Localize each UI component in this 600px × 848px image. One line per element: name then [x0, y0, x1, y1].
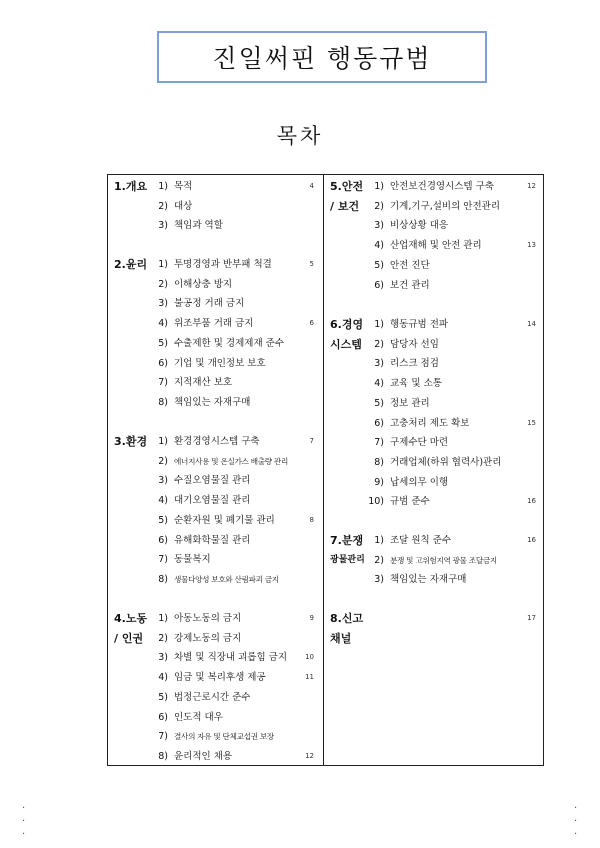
toc-entry[interactable] [368, 197, 536, 217]
section-label: 2.윤리 [114, 258, 148, 271]
entry-number: 2) [374, 200, 384, 212]
section-label: / 인권 [114, 631, 144, 645]
toc-entry[interactable] [152, 354, 314, 374]
right-margin-marks: · · · [574, 803, 578, 840]
entry-text: 이해상충 방지 [174, 278, 233, 290]
entry-number: 8) [158, 396, 168, 408]
section-label: 3.환경 [114, 435, 148, 448]
toc-entry[interactable] [152, 393, 314, 413]
entry-text: 행동규범 전파 [390, 319, 449, 330]
entry-number: 7) [158, 554, 168, 566]
entry-text: 보건 관리 [390, 279, 430, 291]
entry-text: 산업재해 및 안전 관리 [390, 240, 482, 252]
entry-page-number: 10 [305, 653, 314, 662]
left-margin-marks: · · · [22, 803, 26, 840]
entry-number: 3) [158, 220, 168, 232]
toc-entry[interactable] [152, 432, 314, 452]
entry-text: 차별 및 직장내 괴롭힘 금지 [174, 652, 288, 664]
entry-text: 고충처리 제도 확보 [390, 417, 470, 429]
entry-page-number: 5 [309, 260, 314, 268]
toc-entry[interactable] [152, 491, 314, 511]
entry-text: 환경경영시스템 구축 [174, 436, 260, 447]
toc-entry[interactable] [368, 354, 536, 374]
toc-entry[interactable] [152, 531, 314, 551]
entry-number: 3) [374, 574, 384, 586]
toc-entry[interactable] [152, 688, 314, 708]
entry-number: 4) [374, 240, 384, 252]
entry-text: 수질오염물질 관리 [174, 475, 251, 487]
toc-entry[interactable] [368, 414, 536, 434]
entry-number: 4) [374, 378, 384, 390]
entry-number: 2) [374, 554, 384, 566]
toc-entry[interactable] [152, 216, 314, 236]
entry-text: 책임있는 자재구매 [390, 574, 467, 586]
entry-page-number: 15 [527, 418, 536, 427]
entry-number: 9) [374, 476, 384, 488]
section-label: 7.분쟁 [330, 534, 364, 547]
entry-number: 6) [374, 279, 384, 291]
entry-text: 위조부품 거래 금지 [174, 318, 254, 330]
toc-entry[interactable] [152, 648, 314, 668]
entry-text: 책임과 역할 [174, 220, 223, 232]
entry-text: 대상 [174, 200, 193, 212]
entry-page-number: 7 [309, 437, 314, 445]
entry-text: 아동노동의 금지 [174, 613, 242, 624]
entry-text: 에너지사용 및 온실가스 배출량 관리 [174, 456, 288, 466]
entry-page-number: 6 [309, 319, 314, 328]
section-label: 8.신고 [330, 612, 364, 625]
entry-number: 6) [158, 534, 168, 546]
toc-entry[interactable] [152, 550, 314, 570]
entry-number: 1) [158, 436, 168, 447]
toc-entry[interactable] [368, 531, 536, 551]
toc-entry[interactable] [152, 668, 314, 688]
entry-page-number: 9 [309, 614, 314, 622]
entry-text: 책임있는 자재구매 [174, 396, 251, 408]
entry-number: 2) [158, 455, 168, 467]
entry-text: 수출제한 및 경제제재 준수 [174, 337, 285, 349]
entry-page-number: 11 [305, 673, 314, 682]
toc-entry[interactable] [152, 294, 314, 314]
toc-entry[interactable] [368, 570, 536, 590]
entry-page-number: 12 [527, 182, 536, 190]
entry-page-number: 16 [527, 536, 536, 544]
toc-entry[interactable] [152, 727, 314, 747]
entry-text: 거래업체(하위 협력사)관리 [390, 456, 502, 468]
toc-entry[interactable] [152, 471, 314, 491]
entry-number: 1) [158, 181, 168, 192]
toc-entry[interactable] [152, 275, 314, 295]
entry-number: 5) [158, 691, 168, 703]
toc-entry[interactable] [152, 570, 314, 590]
toc-entry[interactable] [152, 747, 314, 767]
toc-entry[interactable] [152, 334, 314, 354]
entry-number: 6) [158, 357, 168, 369]
entry-text: 담당자 선임 [390, 338, 439, 350]
entry-text: 결사의 자유 및 단체교섭권 보장 [174, 732, 274, 742]
entry-text: 분쟁 및 고위험지역 광물 조달금지 [390, 555, 497, 565]
toc-entry[interactable] [368, 473, 536, 493]
entry-text: 강제노동의 금지 [174, 632, 242, 644]
entry-number: 7) [158, 377, 168, 389]
entry-number: 8) [374, 456, 384, 468]
entry-text: 법정근로시간 준수 [174, 691, 251, 703]
entry-number: 7) [374, 437, 384, 449]
toc-heading: 목차 [276, 124, 324, 148]
toc-entry[interactable] [152, 629, 314, 649]
entry-number: 3) [158, 475, 168, 487]
toc-entry[interactable] [368, 276, 536, 296]
toc-entry[interactable] [152, 197, 314, 217]
entry-number: 1) [374, 181, 384, 192]
entry-text: 조달 원칙 준수 [390, 535, 452, 546]
toc-entry[interactable] [152, 255, 314, 275]
entry-text: 유해화학물질 관리 [174, 534, 251, 546]
entry-number: 2) [158, 278, 168, 290]
entry-number: 2) [158, 632, 168, 644]
entry-number: 3) [374, 220, 384, 232]
section-label: 광물관리 [330, 554, 365, 565]
entry-text: 지적재산 보호 [174, 377, 233, 389]
entry-number: 1) [374, 319, 384, 330]
entry-text: 불공정 거래 금지 [174, 298, 245, 310]
entry-number [368, 609, 384, 629]
entry-text: 정보 관리 [390, 397, 430, 409]
entry-number: 5) [374, 259, 384, 271]
entry-page-number: 14 [527, 320, 536, 328]
entry-text: 안전 진단 [390, 259, 430, 271]
entry-page-number: 17 [527, 614, 536, 622]
entry-number: 2) [158, 200, 168, 212]
entry-number: 7) [158, 731, 168, 743]
toc-entry[interactable] [368, 492, 536, 512]
section-label: 1.개요 [114, 180, 148, 193]
entry-number: 6) [374, 417, 384, 429]
entry-page-number: 13 [527, 241, 536, 250]
entry-text: 투명경영과 반부패 척결 [174, 259, 272, 270]
entry-number: 1) [374, 535, 384, 546]
entry-text: 규범 준수 [390, 496, 430, 508]
entry-number: 4) [158, 318, 168, 330]
entry-text: 임금 및 복리후생 제공 [174, 672, 266, 684]
entry-number: 5) [158, 337, 168, 349]
toc-entry[interactable] [368, 609, 536, 629]
toc-entry[interactable] [152, 511, 314, 531]
toc-entry[interactable] [368, 394, 536, 414]
entry-number: 6) [158, 711, 168, 723]
entry-text: 비상상황 대응 [390, 220, 449, 232]
entry-number: 1) [158, 613, 168, 624]
section-label: 채널 [330, 631, 352, 645]
entry-text: 순환자원 및 폐기물 관리 [174, 514, 275, 526]
entry-text: 안전보건경영시스템 구축 [390, 181, 494, 192]
toc-entry[interactable] [152, 452, 314, 472]
entry-number: 4) [158, 672, 168, 684]
column-divider [323, 175, 324, 765]
entry-page-number: 16 [527, 497, 536, 506]
toc-entry[interactable] [368, 453, 536, 473]
entry-text: 인도적 대우 [174, 711, 223, 723]
toc-entry[interactable] [368, 551, 536, 571]
toc-entry[interactable] [368, 433, 536, 453]
entry-number: 2) [374, 338, 384, 350]
toc-entry[interactable] [152, 314, 314, 334]
section-label: / 보건 [330, 199, 360, 213]
entry-number: 4) [158, 495, 168, 507]
entry-page-number: 12 [305, 751, 314, 760]
entry-text: 교육 및 소통 [390, 378, 442, 390]
entry-number: 8) [158, 573, 168, 585]
entry-number: 1) [158, 259, 168, 270]
entry-number: 3) [374, 358, 384, 370]
toc-table [107, 174, 544, 766]
entry-text: 구제수단 마련 [390, 437, 449, 449]
document-title: 진일써핀 행동규범 [157, 31, 487, 83]
toc-entry[interactable] [368, 315, 536, 335]
toc-entry[interactable] [368, 335, 536, 355]
entry-text: 대기오염물질 관리 [174, 495, 251, 507]
entry-number: 3) [158, 298, 168, 310]
entry-number: 3) [158, 652, 168, 664]
toc-entry[interactable] [368, 256, 536, 276]
toc-entry[interactable] [152, 708, 314, 728]
entry-text: 동물복지 [174, 554, 211, 566]
entry-number: 8) [158, 750, 168, 762]
entry-text: 윤리적인 채용 [174, 750, 233, 762]
section-label: 5.안전 [330, 180, 364, 193]
entry-text: 목적 [174, 181, 193, 192]
entry-page-number: 8 [309, 515, 314, 524]
entry-number: 5) [374, 397, 384, 409]
section-label: 4.노동 [114, 612, 148, 625]
toc-entry[interactable] [152, 609, 314, 629]
entry-page-number: 4 [309, 182, 314, 190]
entry-text: 기업 및 개인정보 보호 [174, 357, 266, 369]
entry-text: 리스크 점검 [390, 358, 439, 370]
entry-number: 5) [158, 514, 168, 526]
toc-entry[interactable] [368, 177, 536, 197]
toc-entry[interactable] [152, 373, 314, 393]
section-label: 6.경영 [330, 318, 364, 331]
toc-entry[interactable] [368, 216, 536, 236]
entry-text: 기계,기구,설비의 안전관리 [390, 200, 501, 212]
section-label: 시스템 [330, 337, 362, 351]
toc-entry[interactable] [152, 177, 314, 197]
entry-text: 생물다양성 보호와 산림파괴 금지 [174, 574, 279, 584]
toc-entry[interactable] [368, 374, 536, 394]
toc-entry[interactable] [368, 236, 536, 256]
entry-number: 10) [368, 496, 384, 508]
entry-text: 납세의무 이행 [390, 476, 449, 488]
